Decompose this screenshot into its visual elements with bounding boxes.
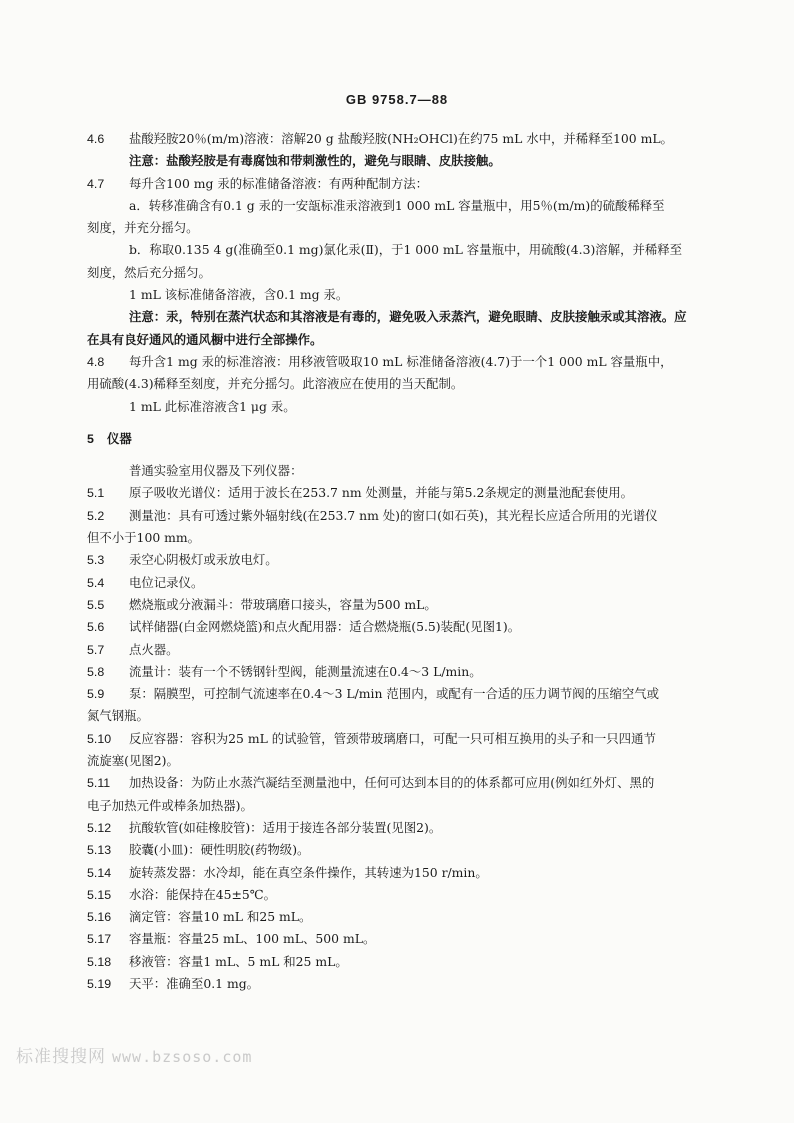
item-number: 5.19	[87, 976, 112, 991]
instrument-item	[87, 482, 707, 504]
instrument-item	[87, 572, 707, 594]
item-text: 流量计：装有一个不锈钢针型阀，能测量流速在0.4～3 L/min。	[129, 663, 482, 679]
item-text: 胶囊(小皿)：硬性明胶(药物级)。	[129, 842, 310, 858]
item-number: 5.5	[87, 597, 105, 612]
standard-content-line: 1 mL 此标准溶液含1 μg 汞。	[129, 398, 296, 414]
instrument-item	[87, 549, 707, 571]
instrument-item	[87, 817, 707, 839]
item-text: 试样储器(白金网燃烧篮)和点火配用器：适合燃烧瓶(5.5)装配(见图1)。	[129, 619, 521, 635]
section-title: 仪器	[107, 430, 132, 446]
item-continuation: 电子加热元件或棒条加热器)。	[87, 797, 253, 813]
item-continuation: 氮气钢瓶。	[87, 708, 149, 724]
item-number: 5.12	[87, 820, 112, 835]
item-text: 水浴：能保持在45±5℃。	[129, 886, 277, 902]
item-continuation: 但不小于100 mm。	[87, 530, 201, 546]
item-number: 5.18	[87, 954, 112, 969]
method-b-line2: 刻度，然后充分摇匀。	[87, 264, 211, 280]
item-text: 容量瓶：容量25 mL、100 mL、500 mL。	[129, 931, 376, 947]
instrument-item	[87, 862, 707, 884]
clause-text: 每升含1 mg 汞的标准溶液：用移液管吸取10 mL 标准储备溶液(4.7)于一个1 000 mL 容量瓶中，	[129, 353, 673, 369]
item-number: 5.9	[87, 687, 105, 702]
method-b-line1: b．称取0.135 4 g(准确至0.1 mg)氯化汞(Ⅱ)，于1 000 mL 容量瓶中，用硫酸(4.3)溶解，并稀释至	[129, 242, 683, 258]
item-number: 5.11	[87, 776, 111, 791]
instrument-item	[87, 594, 707, 616]
method-a-line1: a．转移准确含有0.1 g 汞的一安瓿标准汞溶液到1 000 mL 容量瓶中，用5％(m/m)的硫酸稀释至	[129, 197, 665, 213]
item-text: 电位记录仪。	[129, 574, 204, 590]
document-body	[87, 128, 707, 995]
instrument-item	[87, 928, 707, 950]
instrument-item	[87, 973, 707, 995]
item-text: 抗酸软管(如硅橡胶管)：适用于接连各部分装置(见图2)。	[129, 819, 442, 835]
item-number: 5.15	[87, 887, 112, 902]
clause-4-8-line2: 用硫酸(4.3)稀释至刻度，并充分摇匀。此溶液应在使用的当天配制。	[87, 376, 464, 392]
clause-number: 4.8	[87, 354, 105, 369]
instrument-item	[87, 639, 707, 661]
item-number: 5.10	[87, 731, 112, 746]
clause-4-7	[87, 173, 707, 195]
item-number: 5.2	[87, 508, 105, 523]
clause-text: 盐酸羟胺20％(m/m)溶液：溶解20 g 盐酸羟胺(NH₂OHCl)在约75 mL 水中，并稀释至100 mL。	[129, 131, 673, 146]
clause-text: 每升含100 mg 汞的标准储备溶液：有两种配制方法：	[129, 175, 429, 191]
instrument-item	[87, 884, 707, 906]
section-5-heading	[87, 428, 707, 450]
instrument-item	[87, 661, 707, 683]
instrument-item	[87, 951, 707, 973]
instrument-item	[87, 728, 707, 750]
instrument-item	[87, 505, 707, 527]
item-text: 天平：准确至0.1 mg。	[129, 975, 260, 991]
item-number: 5.4	[87, 575, 105, 590]
item-text: 加热设备：为防止水蒸汽凝结至测量池中，任何可达到本目的的体系都可应用(例如红外灯、黑的	[129, 775, 655, 791]
item-continuation: 流旋塞(见图2)。	[87, 753, 179, 769]
clause-number: 4.6	[87, 132, 105, 146]
section-5-intro: 普通实验室用仪器及下列仪器：	[129, 463, 303, 479]
item-text: 原子吸收光谱仪：适用于波长在253.7 nm 处测量，并能与第5.2条规定的测量池配套使用。	[129, 485, 634, 501]
item-number: 5.1	[87, 486, 105, 501]
instrument-item	[87, 839, 707, 861]
clause-4-6-note: 注意：盐酸羟胺是有毒腐蚀和带刺激性的，避免与眼睛、皮肤接触。	[129, 153, 501, 169]
item-text: 点火器。	[129, 641, 179, 657]
clause-4-7-note-line1: 注意：汞，特别在蒸汽状态和其溶液是有毒的，避免吸入汞蒸汽，避免眼睛、皮肤接触汞或其溶液。应	[129, 309, 687, 325]
instrument-item	[87, 683, 707, 705]
item-number: 5.17	[87, 932, 112, 947]
item-number: 5.3	[87, 553, 105, 568]
instrument-item	[87, 772, 707, 794]
clause-4-7-note-line2: 在具有良好通风的通风橱中进行全部操作。	[87, 331, 323, 347]
section-number: 5	[87, 431, 94, 446]
instrument-item	[87, 616, 707, 638]
item-text: 移液管：容量1 mL、5 mL 和25 mL。	[129, 953, 348, 969]
clause-4-8	[87, 351, 707, 373]
watermark	[16, 1042, 252, 1067]
item-number: 5.13	[87, 843, 112, 858]
item-text: 反应容器：容积为25 mL 的试验管，管颈带玻璃磨口，可配一只可相互换用的头子和一只四通节	[129, 730, 656, 746]
item-text: 测量池：具有可透过紫外辐射线(在253.7 nm 处)的窗口(如石英)，其光程长应适合所用的光谱仪	[129, 507, 658, 523]
watermark-name: 标准搜搜网	[16, 1047, 106, 1067]
item-text: 滴定管：容量10 mL 和25 mL。	[129, 909, 312, 925]
method-a-line2: 刻度，并充分摇匀。	[87, 220, 199, 236]
item-number: 5.7	[87, 642, 105, 657]
item-number: 5.14	[87, 865, 112, 880]
clause-4-6	[87, 128, 707, 150]
item-text: 燃烧瓶或分液漏斗：带玻璃磨口接头，容量为500 mL。	[129, 596, 437, 612]
watermark-site: www.bzsoso.com	[112, 1048, 253, 1066]
stock-content-line: 1 mL 该标准储备溶液，含0.1 mg 汞。	[129, 287, 349, 303]
item-text: 泵：隔膜型，可控制气流速率在0.4～3 L/min 范围内，或配有一合适的压力调节阀的压缩空气或	[129, 686, 660, 702]
item-text: 旋转蒸发器：水冷却，能在真空条件操作，其转速为150 r/min。	[129, 864, 488, 880]
instrument-list	[87, 482, 707, 995]
document-header: GB 9758.7—88	[345, 92, 449, 107]
item-text: 汞空心阴极灯或汞放电灯。	[129, 552, 278, 568]
item-number: 5.8	[87, 664, 105, 679]
item-number: 5.16	[87, 910, 112, 925]
item-number: 5.6	[87, 620, 105, 635]
clause-number: 4.7	[87, 176, 105, 191]
instrument-item	[87, 906, 707, 928]
